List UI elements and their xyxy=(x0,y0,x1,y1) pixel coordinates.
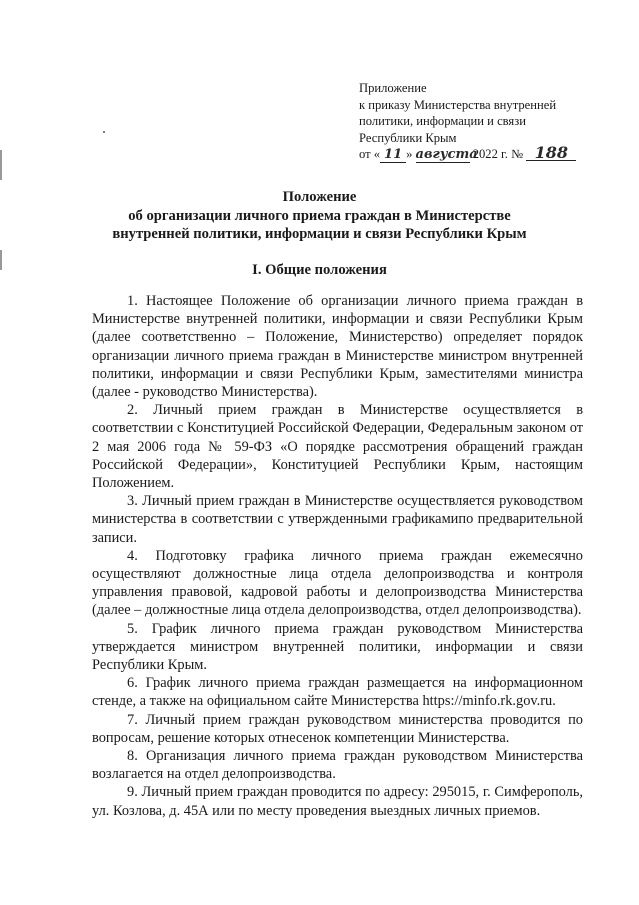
appendix-line: Республики Крым xyxy=(359,130,457,145)
paragraph-8: 8. Организация личного приема граждан руководством Министерства возлагается на отдел делопроизводства. xyxy=(92,748,583,783)
scan-speck xyxy=(103,131,105,133)
paragraph-2: 2. Личный прием граждан в Министерстве осуществляется в соответствии с Конституцией Российской Федерации, Федеральным законом от 2 мая 2006 года № 59-ФЗ «О порядке рассмотрения обращений граждан Российской Федерации», Конституцией Республики Крым, настоящим Положением. xyxy=(92,402,583,492)
section-heading: I. Общие положения xyxy=(252,262,387,278)
handwritten-day: 11 xyxy=(380,148,406,163)
paragraph-6: 6. График личного приема граждан размещается на информационном стенде, а также на официальном сайте Министерства https://minfo.rk.gov.ru. xyxy=(92,675,583,710)
paragraph-3: 3. Личный прием граждан в Министерстве осуществляется руководством министерства в соответствии с утвержденными графикамипо предварительной записи. xyxy=(92,493,583,546)
date-year: 2022 г. № xyxy=(472,147,524,161)
date-mid: » xyxy=(406,147,413,161)
scan-margin-mark xyxy=(0,150,2,180)
handwritten-order-number: 188 xyxy=(526,146,576,161)
document-subtitle-line: внутренней политики, информации и связи Республики Крым xyxy=(112,226,527,242)
handwritten-month: августа xyxy=(415,147,478,162)
document-subtitle-line: об организации личного приема граждан в Министерстве xyxy=(128,208,511,224)
paragraph-4: 4. Подготовку графика личного приема граждан ежемесячно осуществляют должностные лица отдела делопроизводства и контроля управления правовой, кадровой работы и делопроизводства Министерства (далее – должностные лица отдела делопроизводства, отдел делопроизводства). xyxy=(92,547,583,619)
document-title: Положение xyxy=(282,189,357,205)
paragraph-1: 1. Настоящее Положение об организации личного приема граждан в Министерстве внутренней политики, информации и связи Республики Крым (далее соответственно – Положение, Министерство) определяет порядок организации личного приема граждан в Министерстве министром внутренней политики, информации и связи Республики Крым, заместителями министра (далее - руководство Министерства). xyxy=(92,293,583,401)
document-body xyxy=(92,292,583,820)
appendix-line: к приказу Министерства внутренней xyxy=(359,97,557,112)
paragraph-9: 9. Личный прием граждан проводится по адресу: 295015, г. Симферополь, ул. Козлова, д. 45А или по месту проведения выездных личных приемов. xyxy=(92,784,583,819)
appendix-line: политики, информации и связи xyxy=(359,114,526,128)
appendix-block xyxy=(359,80,599,163)
appendix-line: Приложение xyxy=(359,81,427,95)
paragraph-5: 5. График личного приема граждан руководством Министерства утверждается министром внутренней политики, информации и связи Республики Крым. xyxy=(92,620,583,674)
paragraph-7: 7. Личный прием граждан руководством министерства проводится по вопросам, решение которых отнесенок компетенции Министерства. xyxy=(92,711,583,746)
order-date-line xyxy=(359,143,599,163)
date-prefix: от « xyxy=(359,147,381,161)
